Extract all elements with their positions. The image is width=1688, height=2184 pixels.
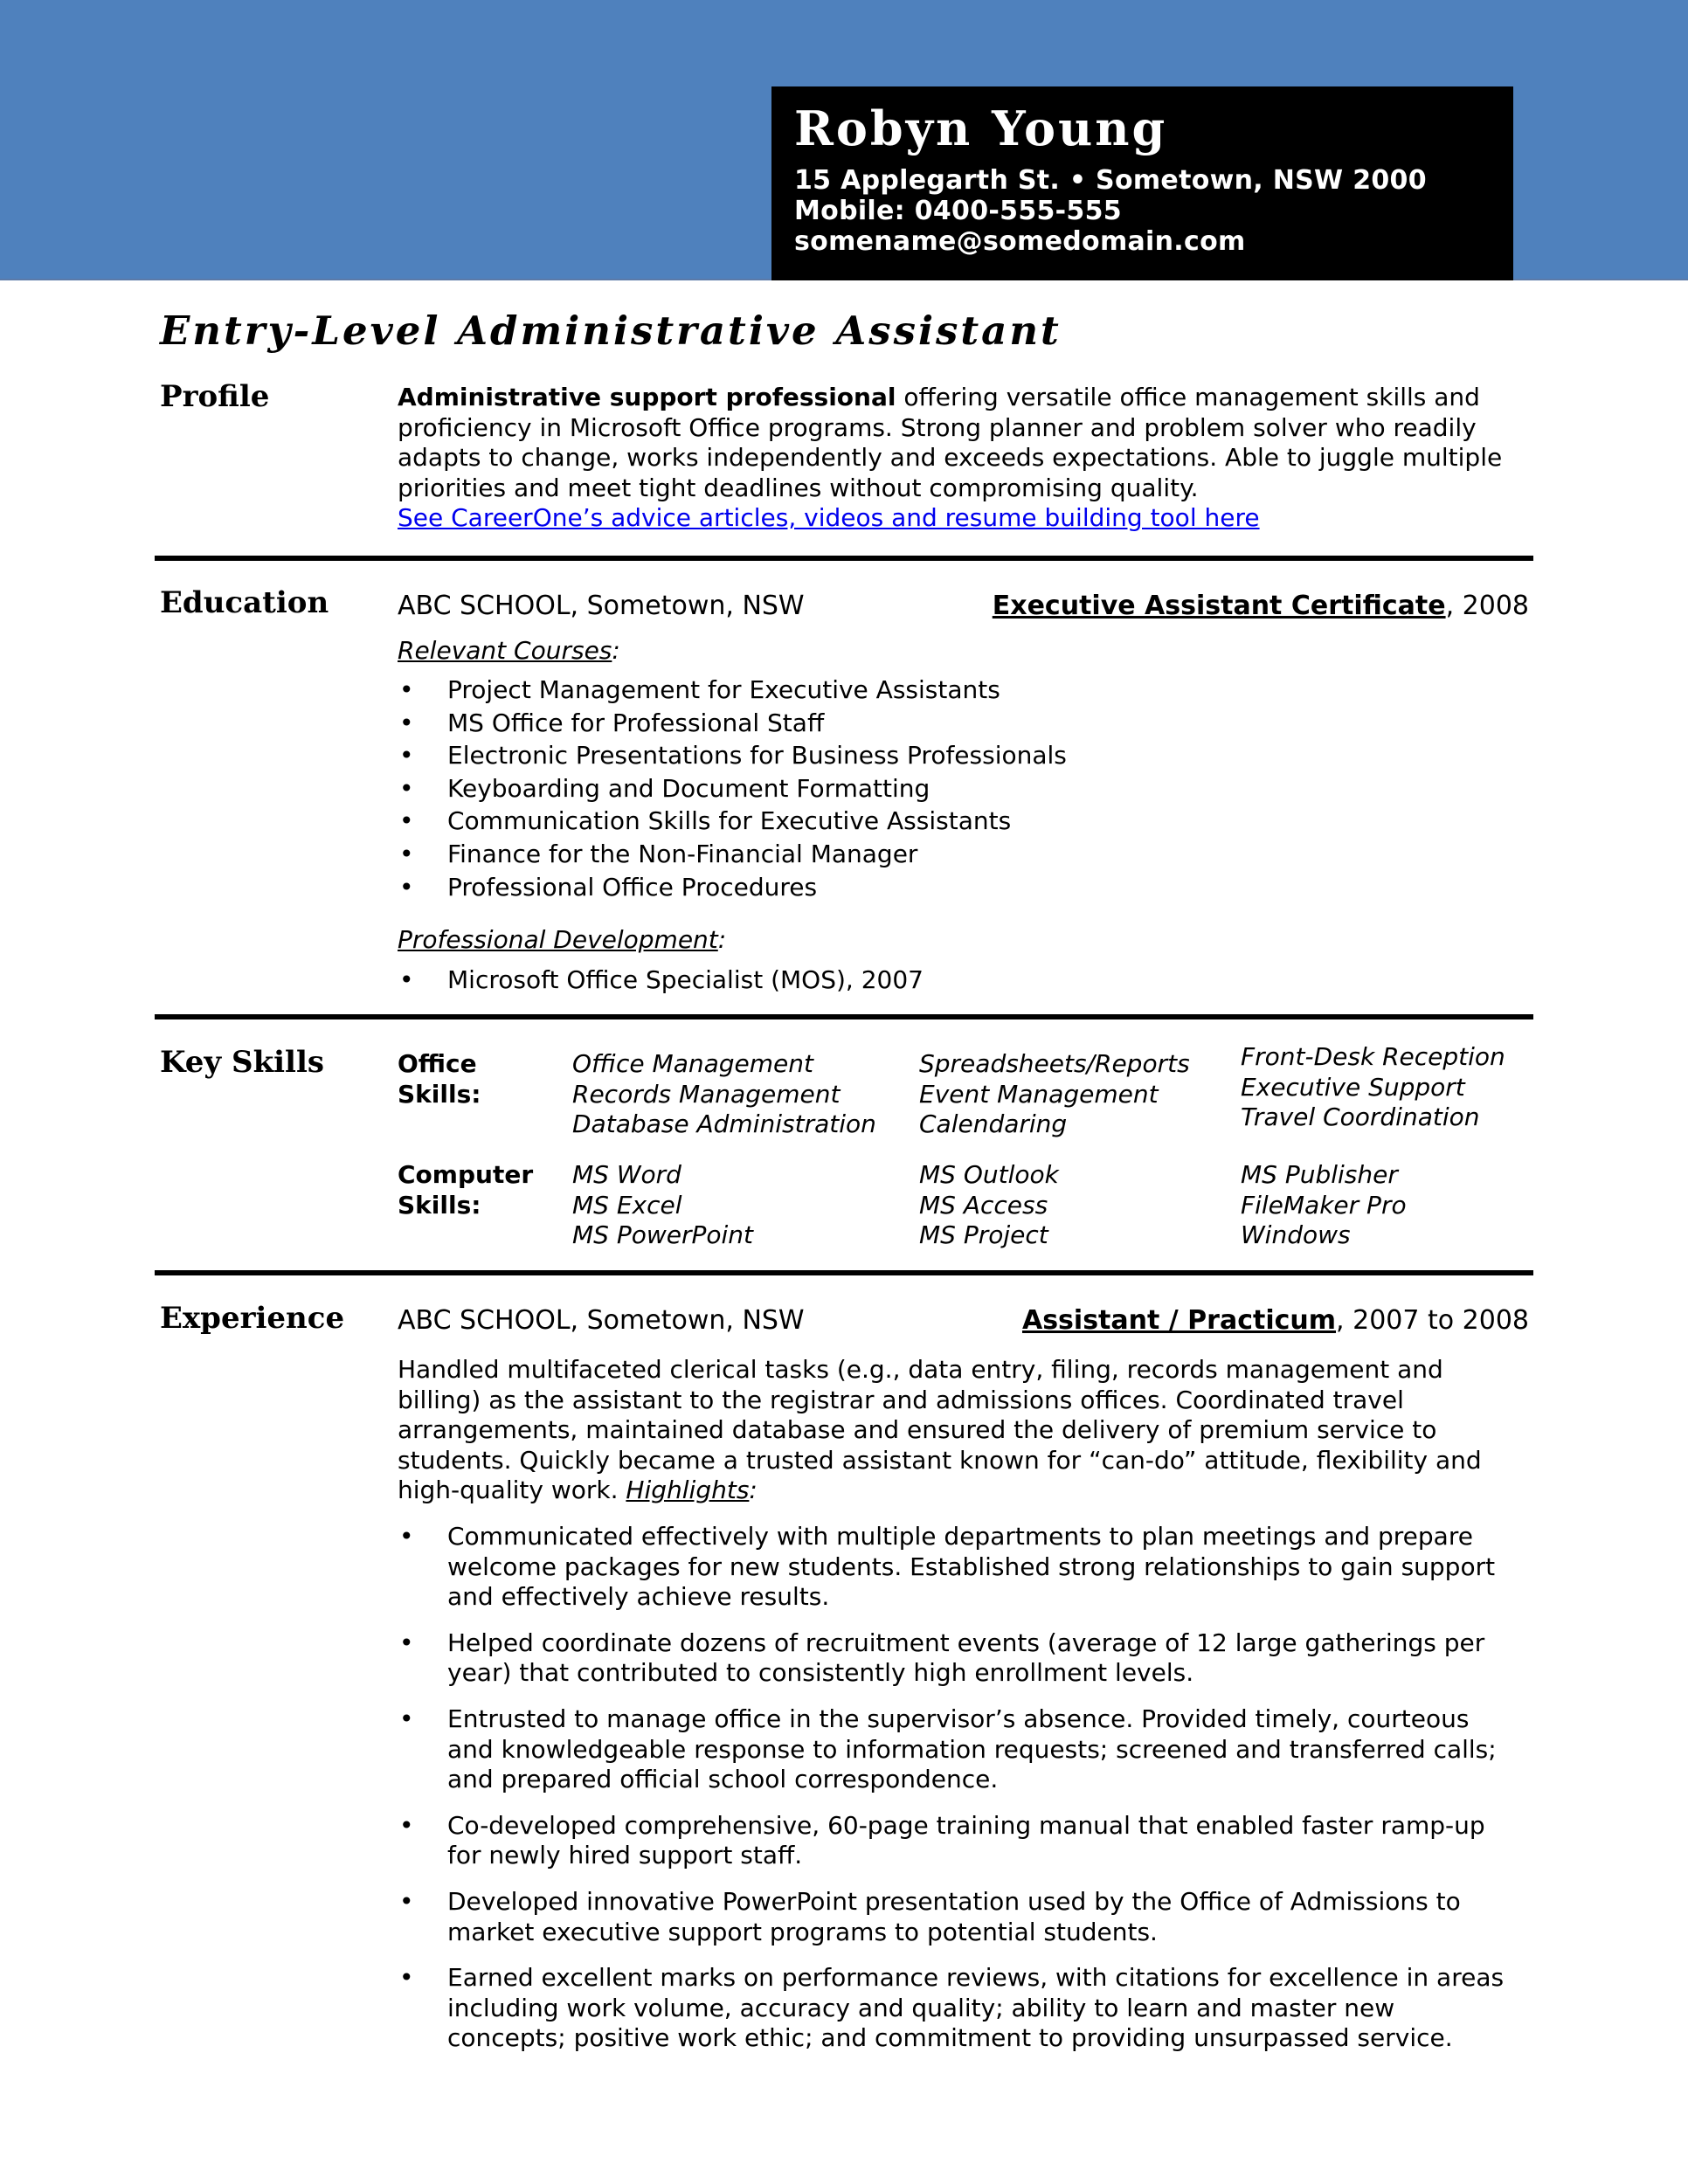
credential [993,591,1529,621]
job-title: Entry-Level Administrative Assistant [160,308,1062,354]
bullet-icon: • [399,675,414,704]
bullet-icon: • [399,708,414,737]
role [1022,1305,1529,1336]
list-item: • Electronic Presentations for Business Professionals [398,739,1533,772]
section-heading-education: Education [160,585,329,620]
credential-year: , 2008 [1445,591,1529,621]
credential-title: Executive Assistant Certificate [992,591,1446,621]
courses-label: Relevant Courses: [398,636,620,665]
role-dates: , 2007 to 2008 [1336,1305,1529,1336]
experience-summary: Handled multifaceted clerical tasks (e.g., data entry, filing, records management and billing) as the assistant to the registrar and admissions offices. Coordinated travel arrangements, maintained database and ensured the delivery of premium service to students. Quickly became a trusted assistant known for “can-do” attitude, flexibility and high-quality work. Highlights: [398,1355,1482,1505]
bullet-icon: • [399,1963,414,1993]
list-item: • Finance for the Non-Financial Manager [398,838,1533,871]
bullet-icon: • [399,1886,414,1916]
mobile: Mobile: 0400-555-555 [794,196,1122,226]
office-skills-col-1: Office Management Records Management Database Administration [572,1049,876,1139]
contact-box [771,86,1513,280]
bullet-icon: • [399,872,414,902]
prodev-list [398,964,1533,997]
candidate-name: Robyn Young [794,100,1168,156]
role-title: Assistant / Practicum [1021,1305,1337,1336]
bullet-icon: • [399,1522,414,1551]
list-item: • Developed innovative PowerPoint presentation used by the Office of Admissions to market executive support programs to potential students. [399,1886,1461,1946]
profile-text [398,383,1533,534]
list-item: • Microsoft Office Specialist (MOS), 2007 [398,964,1533,997]
section-divider [155,1014,1533,1019]
address: 15 Applegarth St. • Sometown, NSW 2000 [794,165,1427,196]
list-item: • Communicated effectively with multiple departments to plan meetings and prepare welcome packages for new students. Established strong relationships to gain support and effectively achieve results. [399,1522,1496,1612]
email: somename@somedomain.com [794,226,1246,257]
bullet-icon: • [399,1628,414,1657]
prodev-label: Professional Development: [398,925,727,954]
school-name: ABC SCHOOL, Sometown, NSW [398,591,805,621]
employer-name: ABC SCHOOL, Sometown, NSW [398,1305,805,1336]
profile-body: offering versatile office management skills and proficiency in Microsoft Office programs. Strong planner and problem solver who readily adapts to change, works independently and exceeds expectations. Able to juggle multiple priorities and meet tight deadlines without compromising quality. [398,383,1503,502]
office-skills-col-2: Spreadsheets/Reports Event Management Calendaring [919,1049,1190,1139]
bullet-icon: • [399,839,414,868]
section-heading-profile: Profile [160,379,270,414]
careerone-link[interactable]: See CareerOne’s advice articles, videos and resume building tool here [398,503,1260,533]
highlights-list [398,1522,1525,2070]
section-heading-experience: Experience [160,1301,345,1336]
list-item: • Professional Office Procedures [398,871,1533,904]
list-item: • Co-developed comprehensive, 60-page training manual that enabled faster ramp-up for newly hired support staff. [399,1810,1485,1870]
office-skills-label: Office Skills: [398,1049,481,1109]
section-divider [155,1270,1533,1275]
computer-skills-col-2: MS Outlook MS Access MS Project [919,1160,1059,1250]
bullet-icon: • [399,1810,414,1840]
education-header [398,591,1529,621]
bullet-icon: • [399,773,414,803]
profile-lead: Administrative support professional [398,383,896,411]
computer-skills-col-1: MS Word MS Excel MS PowerPoint [572,1160,754,1250]
bullet-icon: • [399,806,414,836]
list-item: • Communication Skills for Executive Assistants [398,805,1533,838]
section-heading-key-skills: Key Skills [160,1045,325,1080]
list-item: • Keyboarding and Document Formatting [398,772,1533,805]
section-divider [155,556,1533,561]
office-skills-col-3: Front-Desk Reception Executive Support Travel Coordination [1241,1042,1505,1132]
list-item: • Helped coordinate dozens of recruitment events (average of 12 large gatherings per year) that contributed to consistently high enrollment levels. [399,1628,1485,1688]
list-item: • Project Management for Executive Assistants [398,674,1533,707]
list-item: • MS Office for Professional Staff [398,707,1533,740]
list-item: • Earned excellent marks on performance reviews, with citations for excellence in areas including work volume, accuracy and quality; ability to learn and master new concepts; positive work ethic; and commitment to providing unsurpassed service. [399,1963,1505,2053]
bullet-icon: • [399,965,414,994]
list-item: • Entrusted to manage office in the supervisor’s absence. Provided timely, courteous and knowledgeable response to information requests; screened and transferred calls; and prepared official school correspondence. [399,1704,1497,1794]
highlights-label: Highlights [626,1476,750,1505]
bullet-icon: • [399,741,414,771]
computer-skills-label: Computer Skills: [398,1160,534,1220]
experience-header [398,1305,1529,1336]
computer-skills-col-3: MS Publisher FileMaker Pro Windows [1241,1160,1407,1250]
courses-list [398,674,1533,903]
bullet-icon: • [399,1704,414,1733]
